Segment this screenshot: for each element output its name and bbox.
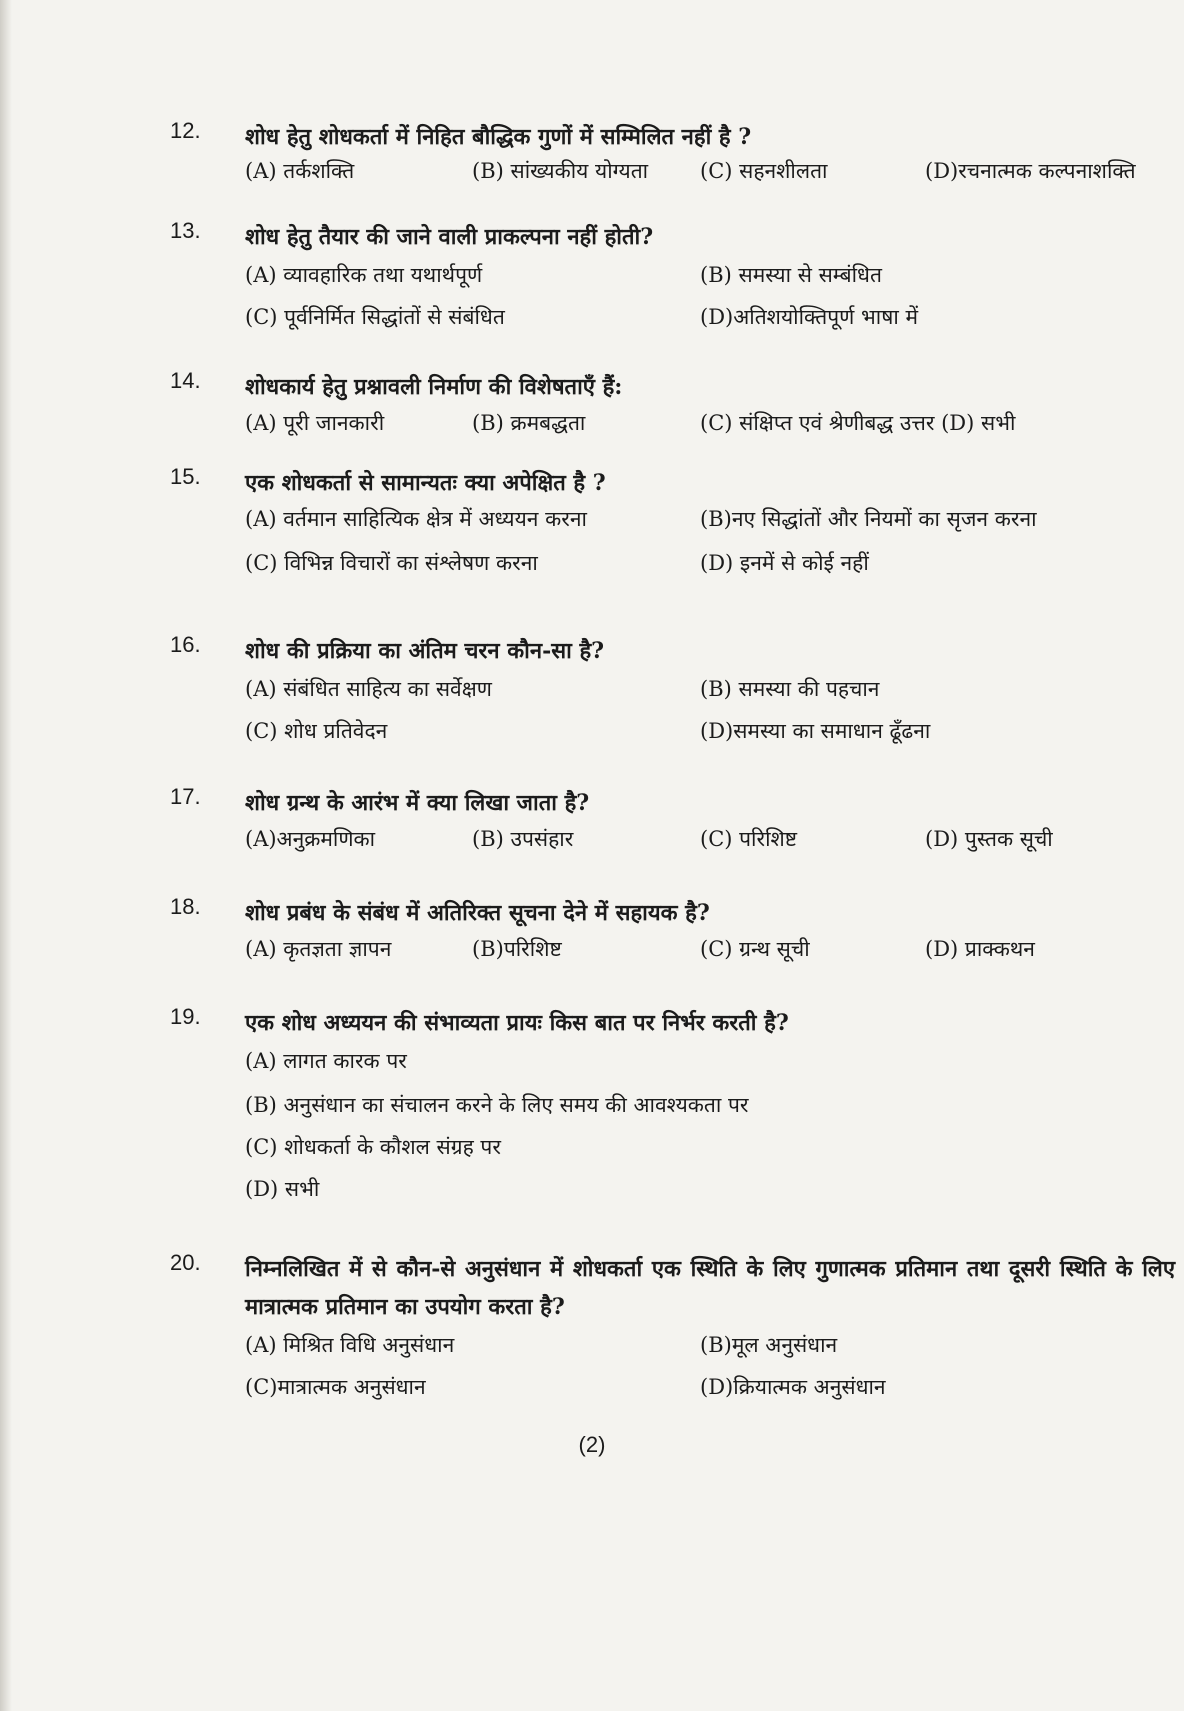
option-d: (D)क्रियात्मक अनुसंधान [700,1375,886,1399]
question-text: एक शोधकर्ता से सामान्यतः क्या अपेक्षित है ? [245,470,606,496]
option-b: (B) समस्या से सम्बंधित [700,263,882,287]
option-c: (C) विभिन्न विचारों का संश्लेषण करना [245,551,538,575]
option-b: (B) अनुसंधान का संचालन करने के लिए समय की आवश्यकता पर [245,1093,749,1117]
option-a: (A) मिश्रित विधि अनुसंधान [245,1333,455,1357]
option-a: (A) लागत कारक पर [245,1049,407,1073]
question-text: शोध ग्रन्थ के आरंभ में क्या लिखा जाता है? [245,790,590,816]
option-a: (A) कृतज्ञता ज्ञापन [245,937,392,961]
option-a: (A)अनुक्रमणिका [245,827,376,851]
question-text: शोध प्रबंध के संबंध में अतिरिक्त सूचना देने में सहायक है? [245,900,710,926]
option-b: (B)परिशिष्ट [472,937,562,961]
question-number: 18. [170,894,201,919]
option-c: (C) पूर्वनिर्मित सिद्धांतों से संबंधित [245,305,505,329]
option-c: (C) शोध प्रतिवेदन [245,719,388,743]
option-a: (A) व्यावहारिक तथा यथार्थपूर्ण [245,263,483,287]
option-c: (C)मात्रात्मक अनुसंधान [245,1375,426,1399]
question-text: शोध हेतु तैयार की जाने वाली प्राकल्पना नहीं होती? [245,224,654,250]
option-d: (D)अतिशयोक्तिपूर्ण भाषा में [700,305,919,329]
option-b: (B) उपसंहार [472,827,574,851]
question-number: 17. [170,784,201,809]
option-c: (C) सहनशीलता [700,159,828,183]
option-b: (B) समस्या की पहचान [700,677,880,701]
option-b: (B) सांख्यकीय योग्यता [472,159,649,183]
question-number: 14. [170,368,201,393]
option-d: (D)रचनात्मक कल्पनाशक्ति [925,159,1136,183]
option-b: (B) क्रमबद्धता [472,411,586,435]
option-c: (C) शोधकर्ता के कौशल संग्रह पर [245,1135,501,1159]
option-c: (C) ग्रन्थ सूची [700,937,810,961]
option-b: (B)मूल अनुसंधान [700,1333,838,1357]
question-text: एक शोध अध्ययन की संभाव्यता प्रायः किस बात पर निर्भर करती है? [245,1010,789,1036]
option-a: (A) संबंधित साहित्य का सर्वेक्षण [245,677,492,701]
question-number: 16. [170,632,201,657]
question-number: 19. [170,1004,201,1029]
option-d: (D)समस्या का समाधान ढूँढना [700,719,931,743]
option-a: (A) वर्तमान साहित्यिक क्षेत्र में अध्ययन करना [245,507,587,531]
question-text: शोधकार्य हेतु प्रश्नावली निर्माण की विशेषताएँ हैं: [245,374,623,400]
option-a: (A) पूरी जानकारी [245,411,385,435]
question-text: शोध हेतु शोधकर्ता में निहित बौद्धिक गुणों में सम्मिलित नहीं है ? [245,124,752,150]
option-c: (C) परिशिष्ट [700,827,798,851]
question-number: 12. [170,118,201,143]
question-text: निम्नलिखित में से कौन-से अनुसंधान में शोधकर्ता एक स्थिति के लिए गुणात्मक प्रतिमान तथा दूसरी स्थिति के लिए मात्रात्मक प्रतिमान का उपयोग करता है? [245,1256,1175,1320]
option-b: (B)नए सिद्धांतों और नियमों का सृजन करना [700,507,1037,531]
option-d: (D) प्राक्कथन [925,937,1035,961]
option-a: (A) तर्कशक्ति [245,159,355,183]
page-number: (2) [578,1432,606,1457]
question-number: 15. [170,464,201,489]
question-number: 13. [170,218,201,243]
question-number: 20. [170,1250,201,1275]
option-d: (D) पुस्तक सूची [925,827,1053,851]
option-c-d: (C) संक्षिप्त एवं श्रेणीबद्ध उत्तर (D) सभी [700,411,1016,435]
option-d: (D) इनमें से कोई नहीं [700,551,869,575]
option-d: (D) सभी [245,1177,320,1201]
question-text: शोध की प्रक्रिया का अंतिम चरन कौन-सा है? [245,638,605,664]
